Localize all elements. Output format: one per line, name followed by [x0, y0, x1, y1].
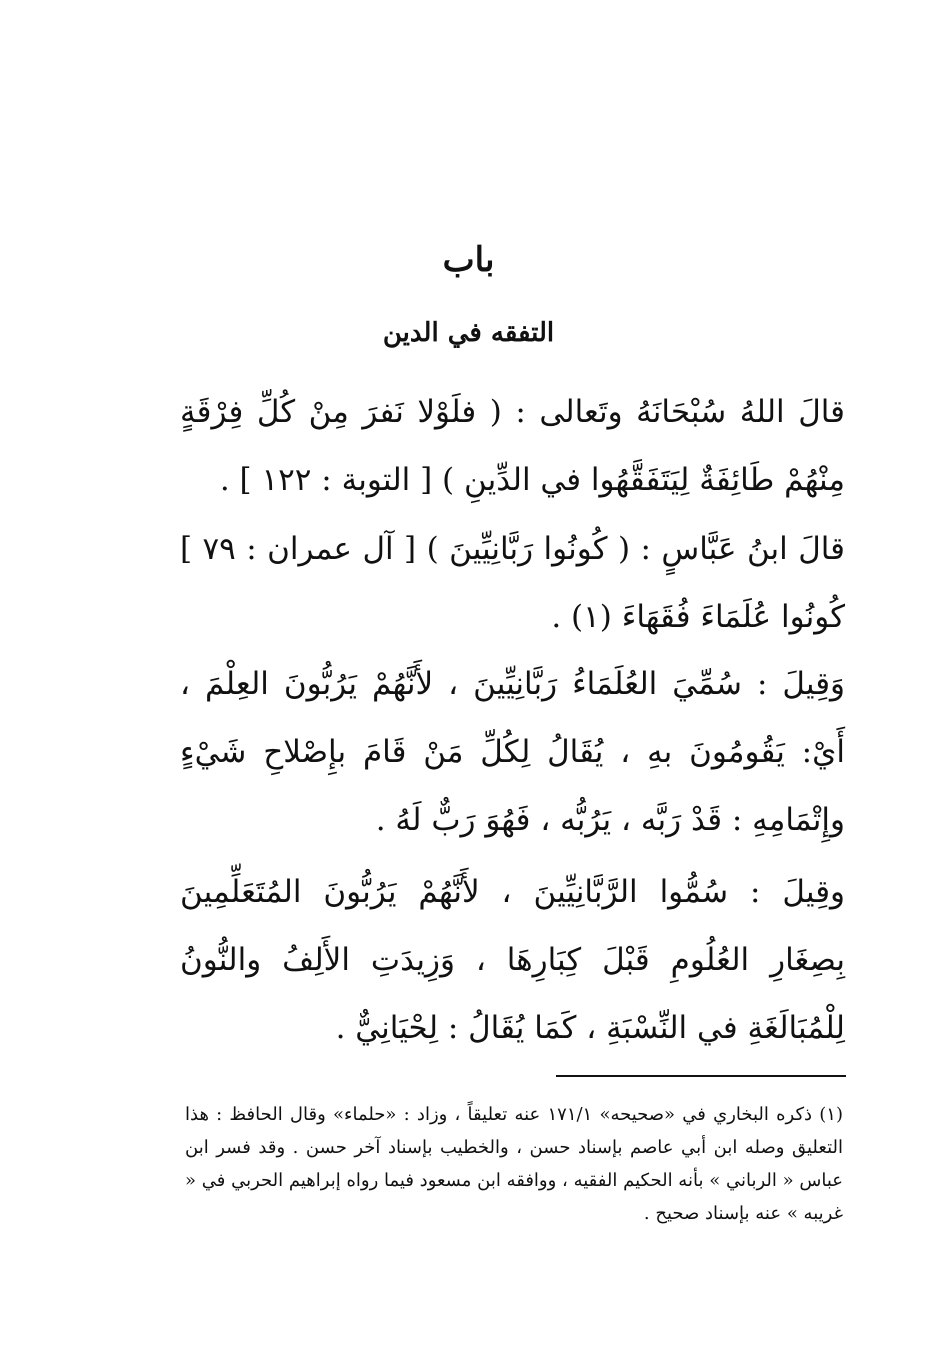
footnote: (١) ذكره البخاري في «صحيحه» ١٧١/١ عنه تعليقاً ، وزاد : «حلماء» وقال الحافظ : هذا التعليق وصله ابن أبي عاصم بإسناد حسن ، والخطيب بإسناد آخر حسن . وقد فسر ابن عباس « الرباني » بأنه الحكيم الفقيه ، ووافقه ابن مسعود فيما رواه إبراهيم الحربي في « غريبه » عنه بإسناد صحيح .	[185, 1104, 843, 1224]
chapter-subtitle: التفقه في الدين	[382, 318, 555, 348]
paragraph-first-explanation: وَقِيلَ : سُمِّيَ العُلَمَاءُ رَبَّانِيِّينَ ، لأَنَّهُمْ يَرُبُّونَ العِلْمَ ، أَيْ: يَقُومُونَ بهِ ، يُقَالُ لِكُلِّ مَنْ قَامَ بإِصْلاحِ شَيْءٍ وإِتْمَامِهِ : قَدْ رَبَّه ، يَرُبُّه ، فَهُوَ رَبٌّ لَهُ .	[180, 666, 845, 838]
chapter-title: باب	[442, 240, 495, 280]
paragraph-second-explanation: وقِيلَ : سُمُّوا الرَّبَّانِيِّينَ ، لأَنَّهُمْ يَرُبُّونَ المُتَعَلِّمِينَ بِصِغَارِ العُلُومِ قَبْلَ كِبَارِهَا ، وَزِيدَتِ الأَلِفُ والنُّونُ لِلْمُبَالَغَةِ في النِّسْبَةِ ، كَمَا يُقَالُ : لِحْيَانِيٌّ .	[180, 874, 845, 1046]
paragraph-quran-verse: قالَ اللهُ سُبْحَانَهُ وتَعالى : ( فلَوْلا نَفرَ مِنْ كُلِّ فِرْقَةٍ مِنْهُمْ طَائِفَةٌ لِيَتَفَقَّهُوا في الدِّينِ ) [ التوبة : ١٢٢ ] .	[180, 394, 845, 498]
paragraph-ibn-abbas: قالَ ابنُ عَبَّاسٍ : ( كُونُوا رَبَّانِيِّينَ ) [ آل عمران : ٧٩ ] كُونُوا عُلَمَاءَ فُقَهَاءَ (١) .	[180, 531, 845, 635]
footnote-divider	[556, 1075, 846, 1077]
